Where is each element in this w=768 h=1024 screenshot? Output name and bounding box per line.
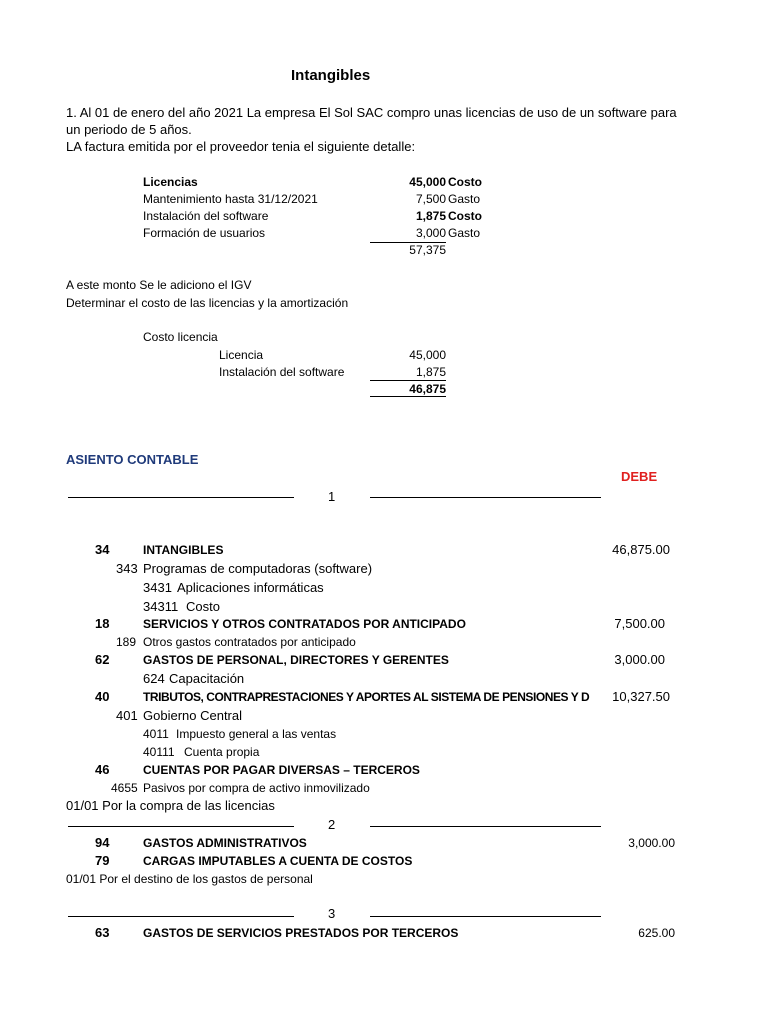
account-name: Capacitación	[169, 671, 245, 686]
debit-amount: 7,500.00	[614, 616, 665, 631]
account-code: 343	[116, 561, 138, 576]
cost-total: 46,875	[409, 382, 446, 396]
cost-heading: Costo licencia	[143, 330, 218, 344]
intro-line-3: LA factura emitida por el proveedor tenia el siguiente detalle:	[66, 139, 416, 154]
intro-line-2: un periodo de 5 años.	[66, 122, 192, 137]
account-code: 62	[95, 652, 110, 667]
entry-separator-right	[370, 497, 601, 498]
entry-gloss: 01/01 Por la compra de las licencias	[66, 798, 275, 813]
debit-amount: 10,327.50	[612, 689, 670, 704]
cost-row-amount: 45,000	[409, 348, 446, 362]
entry-separator-left	[68, 916, 294, 917]
debit-amount: 625.00	[638, 926, 675, 940]
account-code: 18	[95, 616, 110, 631]
igv-note: A este monto Se le adiciono el IGV	[66, 278, 252, 292]
cost-row-label: Licencia	[219, 348, 264, 362]
account-name: Gobierno Central	[143, 708, 242, 723]
invoice-row-type: Gasto	[448, 226, 481, 240]
invoice-row-type: Gasto	[448, 192, 481, 206]
invoice-row-amount: 3,000	[415, 226, 446, 240]
account-name: Programas de computadoras (software)	[143, 561, 373, 576]
debe-label: DEBE	[621, 469, 658, 484]
account-code: 401	[116, 708, 138, 723]
account-code: 46	[95, 762, 110, 777]
entry-number: 2	[328, 817, 336, 832]
entry-separator-right	[370, 916, 601, 917]
invoice-row-type: Costo	[448, 175, 482, 189]
debit-amount: 46,875.00	[612, 542, 670, 557]
debit-amount: 3,000.00	[614, 652, 665, 667]
account-code: 40	[95, 689, 110, 704]
account-code: 94	[95, 835, 110, 850]
account-name: CUENTAS POR PAGAR DIVERSAS – TERCEROS	[143, 763, 420, 777]
account-code: 189	[116, 635, 137, 649]
task-note: Determinar el costo de las licencias y la amortización	[66, 296, 349, 310]
account-name: INTANGIBLES	[143, 543, 224, 557]
cost-row-amount: 1,875	[415, 365, 446, 379]
account-code: 63	[95, 925, 110, 940]
page-title: Intangibles	[291, 67, 371, 84]
account-code: 4655	[111, 781, 138, 795]
entry-separator-left	[68, 826, 294, 827]
account-name: Cuenta propia	[184, 745, 260, 759]
invoice-row-label: Instalación del software	[143, 209, 269, 223]
account-code: 624	[143, 671, 165, 686]
invoice-row-type: Costo	[448, 209, 482, 223]
account-name: SERVICIOS Y OTROS CONTRATADOS POR ANTICIPADO	[143, 617, 466, 631]
account-name: GASTOS DE SERVICIOS PRESTADOS POR TERCEROS	[143, 926, 459, 940]
invoice-row-label: Formación de usuarios	[143, 226, 266, 240]
entry-number: 1	[328, 489, 336, 504]
account-code: 34	[95, 542, 110, 557]
entry-gloss: 01/01 Por el destino de los gastos de personal	[66, 872, 313, 886]
entry-number: 3	[328, 906, 336, 921]
account-name: CARGAS IMPUTABLES A CUENTA DE COSTOS	[143, 854, 413, 868]
entry-separator-left	[68, 497, 294, 498]
invoice-row-amount: 45,000	[409, 175, 446, 189]
account-name: Otros gastos contratados por anticipado	[143, 635, 356, 649]
invoice-row-label: Mantenimiento hasta 31/12/2021	[143, 192, 318, 206]
intro-line-1: 1. Al 01 de enero del año 2021 La empresa El Sol SAC compro unas licencias de uso de un software para	[66, 105, 677, 120]
invoice-row-label: Licencias	[143, 175, 198, 189]
account-code: 34311	[143, 599, 179, 614]
account-code: 40111	[143, 745, 175, 759]
account-code: 79	[95, 853, 110, 868]
account-code: 3431	[143, 580, 172, 595]
account-name: TRIBUTOS, CONTRAPRESTACIONES Y APORTES AL SISTEMA DE PENSIONES Y D	[143, 690, 590, 704]
cost-total-rule	[370, 380, 446, 381]
cost-total-underline	[370, 396, 446, 397]
account-code: 4011	[143, 727, 169, 741]
entry-separator-right	[370, 826, 601, 827]
account-name: GASTOS DE PERSONAL, DIRECTORES Y GERENTES	[143, 653, 449, 667]
account-name: Pasivos por compra de activo inmovilizado	[143, 781, 370, 795]
invoice-total: 57,375	[409, 243, 446, 257]
account-name: GASTOS ADMINISTRATIVOS	[143, 836, 307, 850]
account-name: Costo	[186, 599, 220, 614]
account-name: Aplicaciones informáticas	[177, 580, 324, 595]
debit-amount: 3,000.00	[628, 836, 675, 850]
cost-row-label: Instalación del software	[219, 365, 345, 379]
invoice-row-amount: 1,875	[415, 209, 446, 223]
account-name: Impuesto general a las ventas	[176, 727, 337, 741]
asiento-heading: ASIENTO CONTABLE	[66, 452, 199, 467]
invoice-row-amount: 7,500	[415, 192, 446, 206]
